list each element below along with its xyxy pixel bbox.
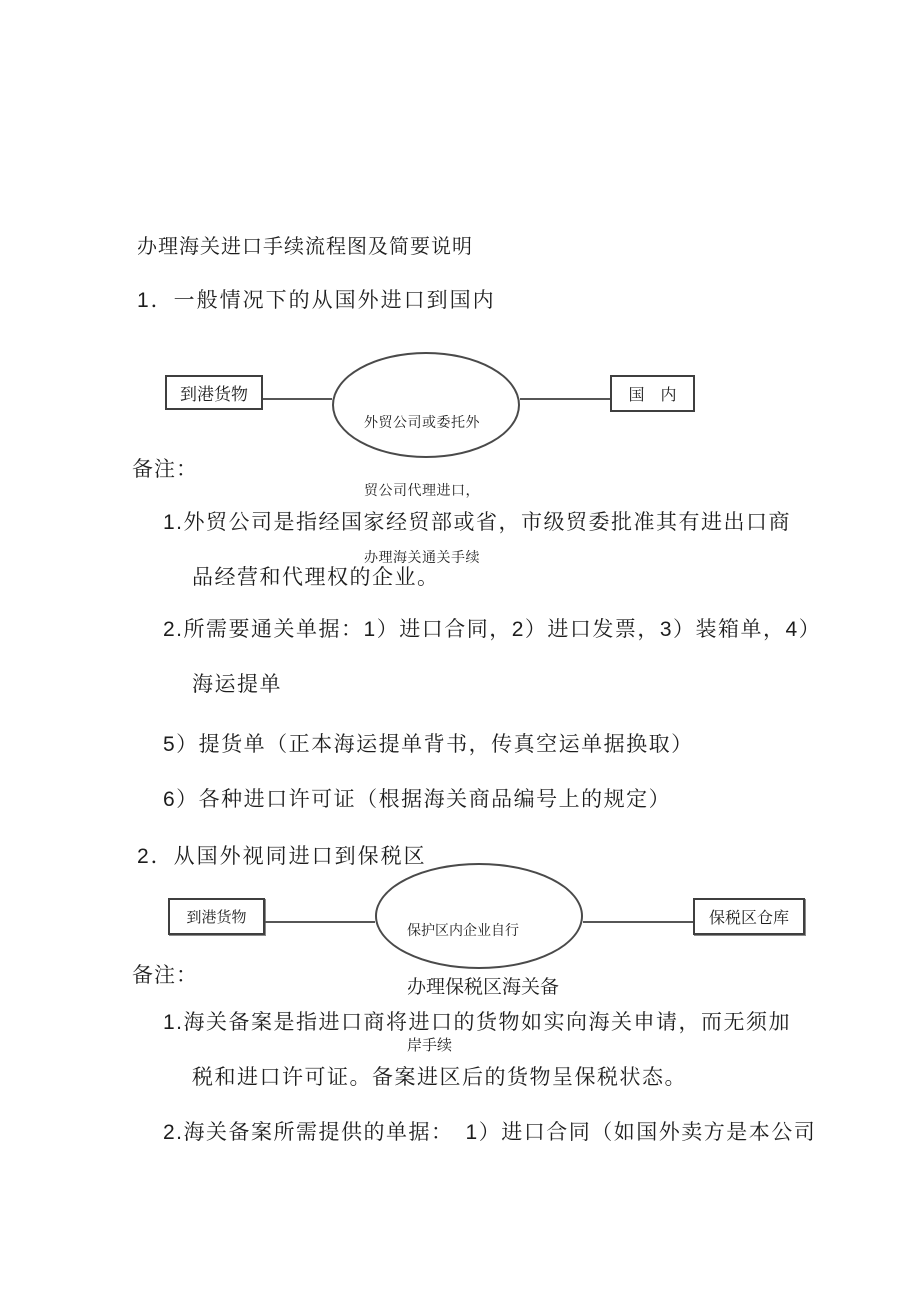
ellipse-text-line: 保护区内企业自行 (407, 922, 519, 938)
note-line: 5）提货单（正本海运提单背书，传真空运单据换取） (163, 733, 694, 756)
note-line: 税和进口许可证。备案进区后的货物呈保税状态。 (192, 1066, 687, 1089)
note-line: 6）各种进口许可证（根据海关商品编号上的规定） (163, 788, 672, 811)
flowchart-1-connector-right (520, 398, 610, 400)
section-2-heading: 2．从国外视同进口到保税区 (137, 845, 427, 868)
flowchart-1-target-box: 国 内 (610, 375, 695, 412)
note-line: 1.海关备案是指进口商将进口的货物如实向海关申请，而无须加 (163, 1011, 792, 1034)
note-line: 2.海关备案所需提供的单据： 1）进口合同（如国外卖方是本公司 (163, 1121, 817, 1144)
note-line: 1.外贸公司是指经国家经贸部或省，市级贸委批准其有进出口商 (163, 511, 792, 534)
section-1-notes-label: 备注： (132, 458, 198, 481)
note-line: 海运提单 (192, 673, 282, 696)
flowchart-2-target-box: 保税区仓库 (693, 898, 805, 935)
flowchart-2-process-ellipse (375, 863, 583, 1054)
ellipse-text-line: 办理保税区海关备 (407, 977, 560, 998)
ellipse-text-line: 办理海关通关手续 (364, 549, 480, 565)
note-line: 2.所需要通关单据：1）进口合同，2）进口发票，3）装箱单，4） (163, 618, 822, 641)
section-2-notes-label: 备注： (132, 964, 198, 987)
ellipse-text-line: 外贸公司或委托外 (364, 414, 480, 430)
flowchart-2-connector-left (265, 921, 375, 923)
ellipse-text-line: 贸公司代理进口， (364, 481, 480, 498)
flowchart-1-source-box: 到港货物 (165, 375, 263, 410)
document-title: 办理海关进口手续流程图及简要说明 (137, 236, 473, 258)
flowchart-2-connector-right (583, 921, 693, 923)
flowchart-1-process-ellipse (332, 352, 520, 565)
ellipse-text-line: 岸手续 (407, 1037, 453, 1054)
section-1-heading: 1．一般情况下的从国外进口到国内 (137, 289, 496, 312)
note-line: 品经营和代理权的企业。 (192, 566, 440, 589)
flowchart-2-ellipse-text (407, 886, 559, 1091)
flowchart-1-connector-left (263, 398, 332, 400)
flowchart-2-source-box: 到港货物 (168, 898, 265, 935)
